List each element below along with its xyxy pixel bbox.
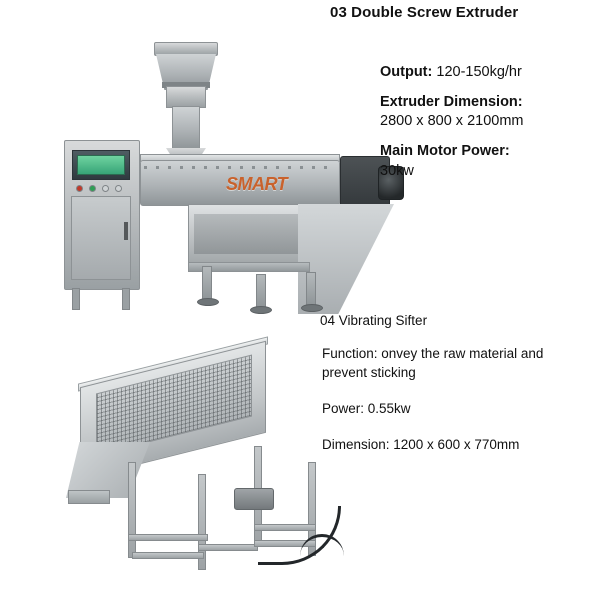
spec-output (380, 63, 592, 82)
machine-foot-icon (250, 306, 272, 314)
cabinet-handle-icon (124, 222, 128, 240)
machine-foot-icon (197, 298, 219, 306)
double-screw-extruder-illustration (44, 36, 364, 298)
spec-dimension-label: Extruder Dimension: (380, 94, 523, 111)
hmi-screen-icon (77, 155, 125, 175)
frame-leg-icon (128, 462, 136, 558)
frame-cross-brace-icon (128, 534, 208, 541)
spec-output-label: Output: (380, 64, 433, 80)
barrel-bolts-icon (144, 166, 334, 169)
spec-dimension-value: 2800 x 800 x 2100mm (380, 113, 524, 130)
spec-dimension (380, 93, 592, 131)
vibrating-sifter-illustration (58, 338, 326, 578)
hopper-neck-icon (166, 86, 206, 108)
cabinet-leg-icon (72, 288, 80, 310)
sifter-spec-list (322, 344, 572, 472)
feed-screw-icon (172, 106, 200, 150)
selector-knob-icon (102, 185, 109, 192)
sifter-outlet-icon (68, 490, 110, 504)
frame-base-rail-icon (198, 544, 258, 551)
spec-power: Power: 0.55kw (322, 401, 411, 417)
spec-motor-power-label: Main Motor Power: (380, 143, 510, 160)
brand-logo: SMART (226, 174, 288, 194)
indicator-lamp-icon (115, 185, 122, 192)
machine-leg-icon (306, 272, 316, 306)
section-title-sifter: 04 Vibrating Sifter (320, 313, 428, 328)
spec-output-value: 120-150kg/hr (436, 64, 522, 80)
machine-leg-icon (256, 274, 266, 308)
hopper-top-icon (154, 42, 218, 56)
extruder-spec-list (380, 63, 592, 190)
cabinet-leg-icon (122, 288, 130, 310)
emergency-stop-button-icon (76, 185, 83, 192)
spec-function: Function: onvey the raw material and prevent sticking (322, 346, 544, 381)
machine-leg-icon (202, 266, 212, 300)
machine-foot-icon (301, 304, 323, 312)
frame-base-rail-icon (132, 552, 204, 559)
start-button-icon (89, 185, 96, 192)
section-title-extruder: 03 Double Screw Extruder (330, 4, 519, 21)
spec-motor-power (380, 142, 592, 180)
spec-motor-power-value: 30kw (380, 162, 414, 179)
spec-sifter-dimension: Dimension: 1200 x 600 x 770mm (322, 437, 520, 453)
power-cable-loop-icon (300, 534, 344, 565)
cabinet-door-icon (71, 196, 131, 280)
